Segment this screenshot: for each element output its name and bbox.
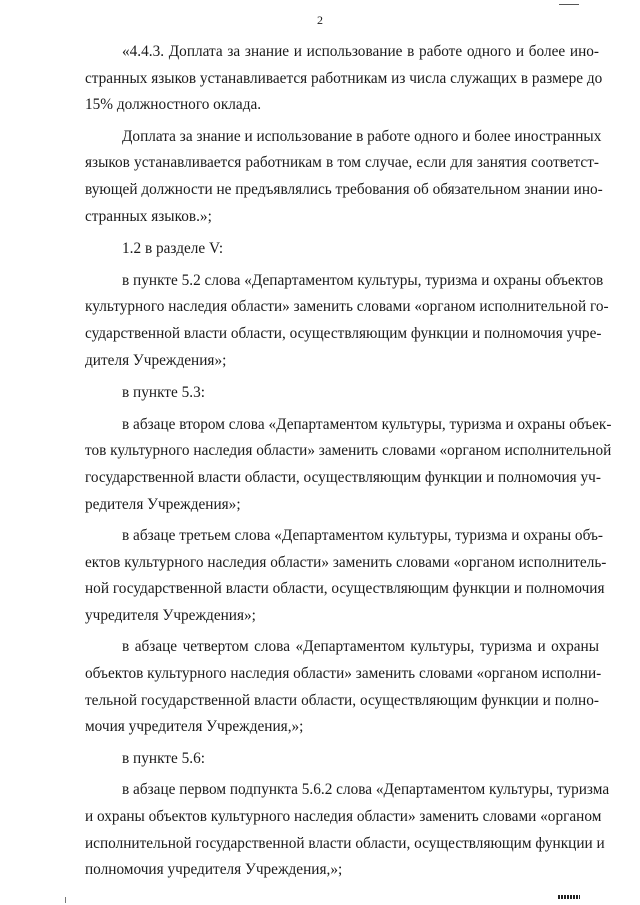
paragraph-line: в абзаце втором слова «Департаментом культуры, туризма и охраны объек-	[122, 415, 612, 433]
paragraph-line: в абзаце третьем слова «Департаментом культуры, туризма и охраны объ-	[122, 527, 603, 545]
paragraph-line: в пункте 5.2 слова «Департаментом культуры, туризма и охраны объектов	[122, 271, 604, 289]
paragraph-line: в абзаце четвертом слова «Департаментом культуры, туризма и охраны	[122, 638, 599, 656]
paragraph-line: сударственной власти области, осуществляющим функции и полномочия учре-	[85, 324, 602, 342]
paragraph-line: «4.4.3. Доплата за знание и использование в работе одного и более ино-	[122, 43, 599, 60]
paragraph-line: культурного наследия области» заменить словами «органом исполнительной го-	[85, 298, 609, 316]
paragraph-line: государственной власти области, осуществляющим функции и полномочия уч-	[85, 468, 601, 486]
paragraph-line: 15% должностного оклада.	[85, 96, 262, 114]
paragraph-line: ектов культурного наследия области» заменить словами «органом исполнитель-	[85, 553, 607, 571]
paragraph-line: редителя Учреждения»;	[85, 495, 241, 513]
paragraph	[85, 236, 599, 263]
paragraph-line: в пункте 5.6:	[122, 749, 205, 767]
paragraph	[85, 412, 612, 518]
paragraph	[85, 634, 602, 740]
document-body	[85, 39, 612, 884]
paragraph	[85, 380, 599, 407]
scan-barcode-mark	[558, 895, 580, 899]
paragraph-line: тельной государственной власти области, осуществляющим функции и полно-	[85, 691, 599, 709]
paragraph-line: странных языков устанавливается работникам из числа служащих в размере до	[85, 69, 603, 87]
paragraph-line: и охраны объектов культурного наследия области» заменить словами «органом	[85, 808, 602, 826]
paragraph-line: в пункте 5.3:	[122, 384, 205, 402]
paragraph-line: учредителя Учреждения»;	[85, 606, 256, 624]
paragraph	[85, 746, 599, 773]
paragraph	[85, 523, 607, 629]
page-number: 2	[317, 13, 323, 27]
paragraph-line: языков устанавливается работникам в том случае, если для занятия соответст-	[85, 154, 599, 172]
paragraph-line: мочия учредителя Учреждения,»;	[85, 718, 304, 736]
paragraph-line: Доплата за знание и использование в работе одного и более иностранных	[122, 127, 602, 145]
paragraph-line: вующей должности не предъявлялись требования об обязательном знании ино-	[85, 180, 603, 198]
paragraph	[85, 124, 603, 230]
paragraph-line: полномочия учредителя Учреждения,»;	[85, 861, 343, 879]
scan-edge-mark	[65, 897, 66, 903]
paragraph-line: исполнительной государственной власти области, осуществляющим функции и	[85, 834, 605, 852]
scan-corner-mark	[559, 0, 579, 5]
paragraph-line: ной государственной власти области, осуществляющим функции и полномочия	[85, 580, 605, 598]
paragraph	[85, 777, 610, 883]
paragraph-line: дителя Учреждения»;	[85, 351, 227, 369]
paragraph	[85, 39, 603, 119]
paragraph-line: в абзаце первом подпункта 5.6.2 слова «Департаментом культуры, туризма	[122, 781, 610, 799]
paragraph-line: 1.2 в разделе V:	[122, 240, 224, 258]
paragraph-line: тов культурного наследия области» заменить словами «органом исполнительной	[85, 442, 612, 460]
paragraph-line: объектов культурного наследия области» заменить словами «органом исполни-	[85, 665, 602, 683]
paragraph-line: странных языков.»;	[85, 207, 212, 225]
paragraph	[85, 268, 609, 374]
